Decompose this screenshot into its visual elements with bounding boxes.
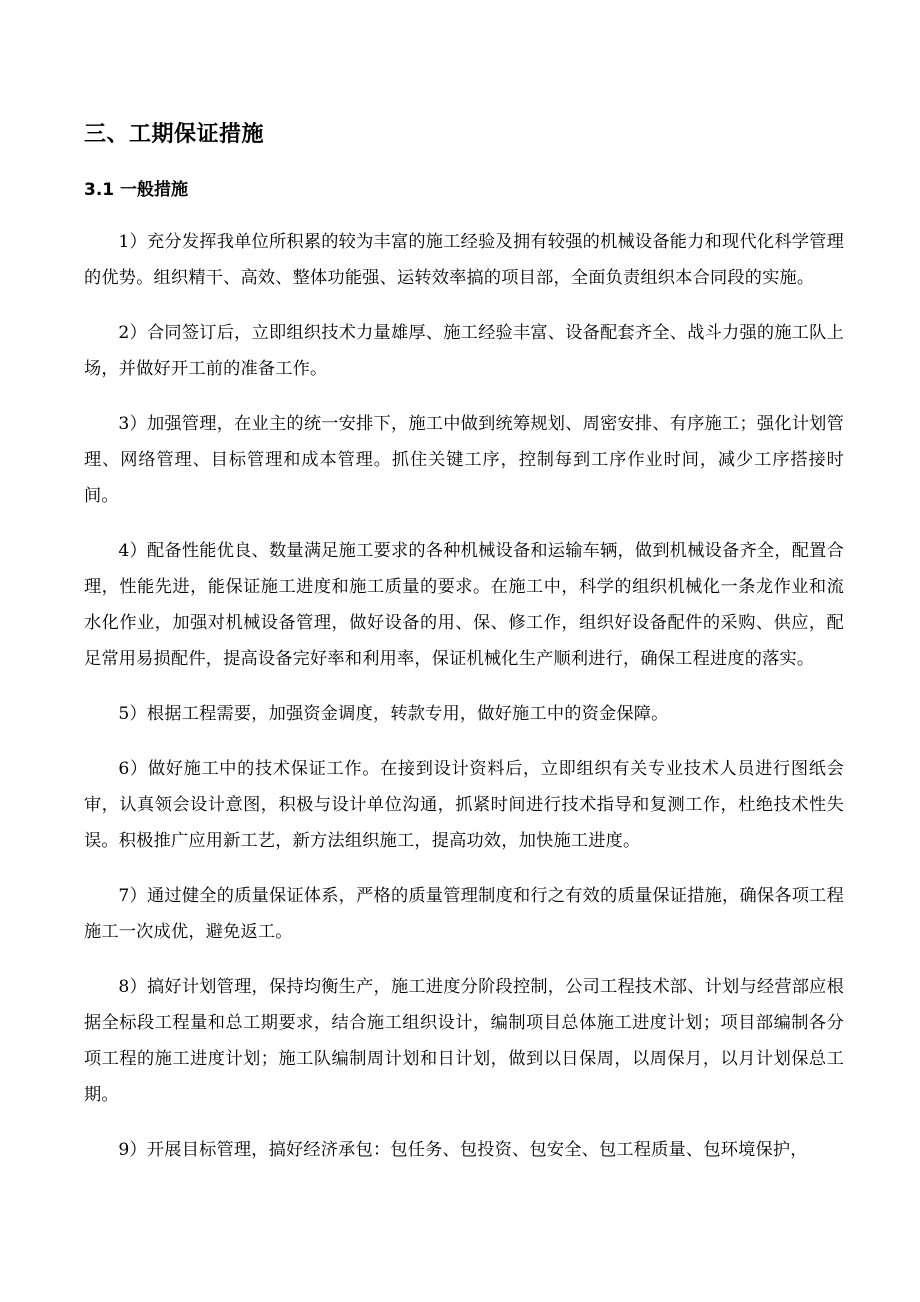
paragraph-7: 7）通过健全的质量保证体系，严格的质量管理制度和行之有效的质量保证措施，确保各项工程施工一次成优，避免返工。 xyxy=(84,886,844,942)
subsection-title: 3.1 一般措施 xyxy=(84,180,189,200)
paragraph-2: 2）合同签订后，立即组织技术力量雄厚、施工经验丰富、设备配套齐全、战斗力强的施工队上场，并做好开工前的准备工作。 xyxy=(84,323,844,379)
paragraph-6: 6）做好施工中的技术保证工作。在接到设计资料后，立即组织有关专业技术人员进行图纸会审，认真领会设计意图，积极与设计单位沟通，抓紧时间进行技术指导和复测工作，杜绝技术性失误。积极推广应用新工艺，新方法组织施工，提高功效，加快施工进度。 xyxy=(84,759,844,851)
paragraph-4: 4）配备性能优良、数量满足施工要求的各种机械设备和运输车辆，做到机械设备齐全，配置合理，性能先进，能保证施工进度和施工质量的要求。在施工中，科学的组织机械化一条龙作业和流水化作业，加强对机械设备管理，做好设备的用、保、修工作，组织好设备配件的采购、供应，配足常用易损配件，提高设备完好率和利用率，保证机械化生产顺利进行，确保工程进度的落实。 xyxy=(84,541,844,669)
paragraph-1: 1）充分发挥我单位所积累的较为丰富的施工经验及拥有较强的机械设备能力和现代化科学管理的优势。组织精干、高效、整体功能强、运转效率搞的项目部，全面负责组织本合同段的实施。 xyxy=(84,232,844,288)
paragraph-8: 8）搞好计划管理，保持均衡生产，施工进度分阶段控制，公司工程技术部、计划与经营部应根据全标段工程量和总工期要求，结合施工组织设计，编制项目总体施工进度计划；项目部编制各分项工程的施工进度计划；施工队编制周计划和日计划，做到以日保周，以周保月，以月计划保总工期。 xyxy=(84,977,844,1105)
paragraph-5: 5）根据工程需要，加强资金调度，转款专用，做好施工中的资金保障。 xyxy=(118,704,669,724)
body-text xyxy=(84,224,844,1187)
section-title: 三、工期保证措施 xyxy=(84,122,265,147)
paragraph-3: 3）加强管理，在业主的统一安排下，施工中做到统筹规划、周密安排、有序施工；强化计划管理、网络管理、目标管理和成本管理。抓住关键工序，控制每到工序作业时间，减少工序搭接时间。 xyxy=(84,414,844,506)
paragraph-9: 9）开展目标管理，搞好经济承包：包任务、包投资、包安全、包工程质量、包环境保护， xyxy=(118,1140,808,1160)
